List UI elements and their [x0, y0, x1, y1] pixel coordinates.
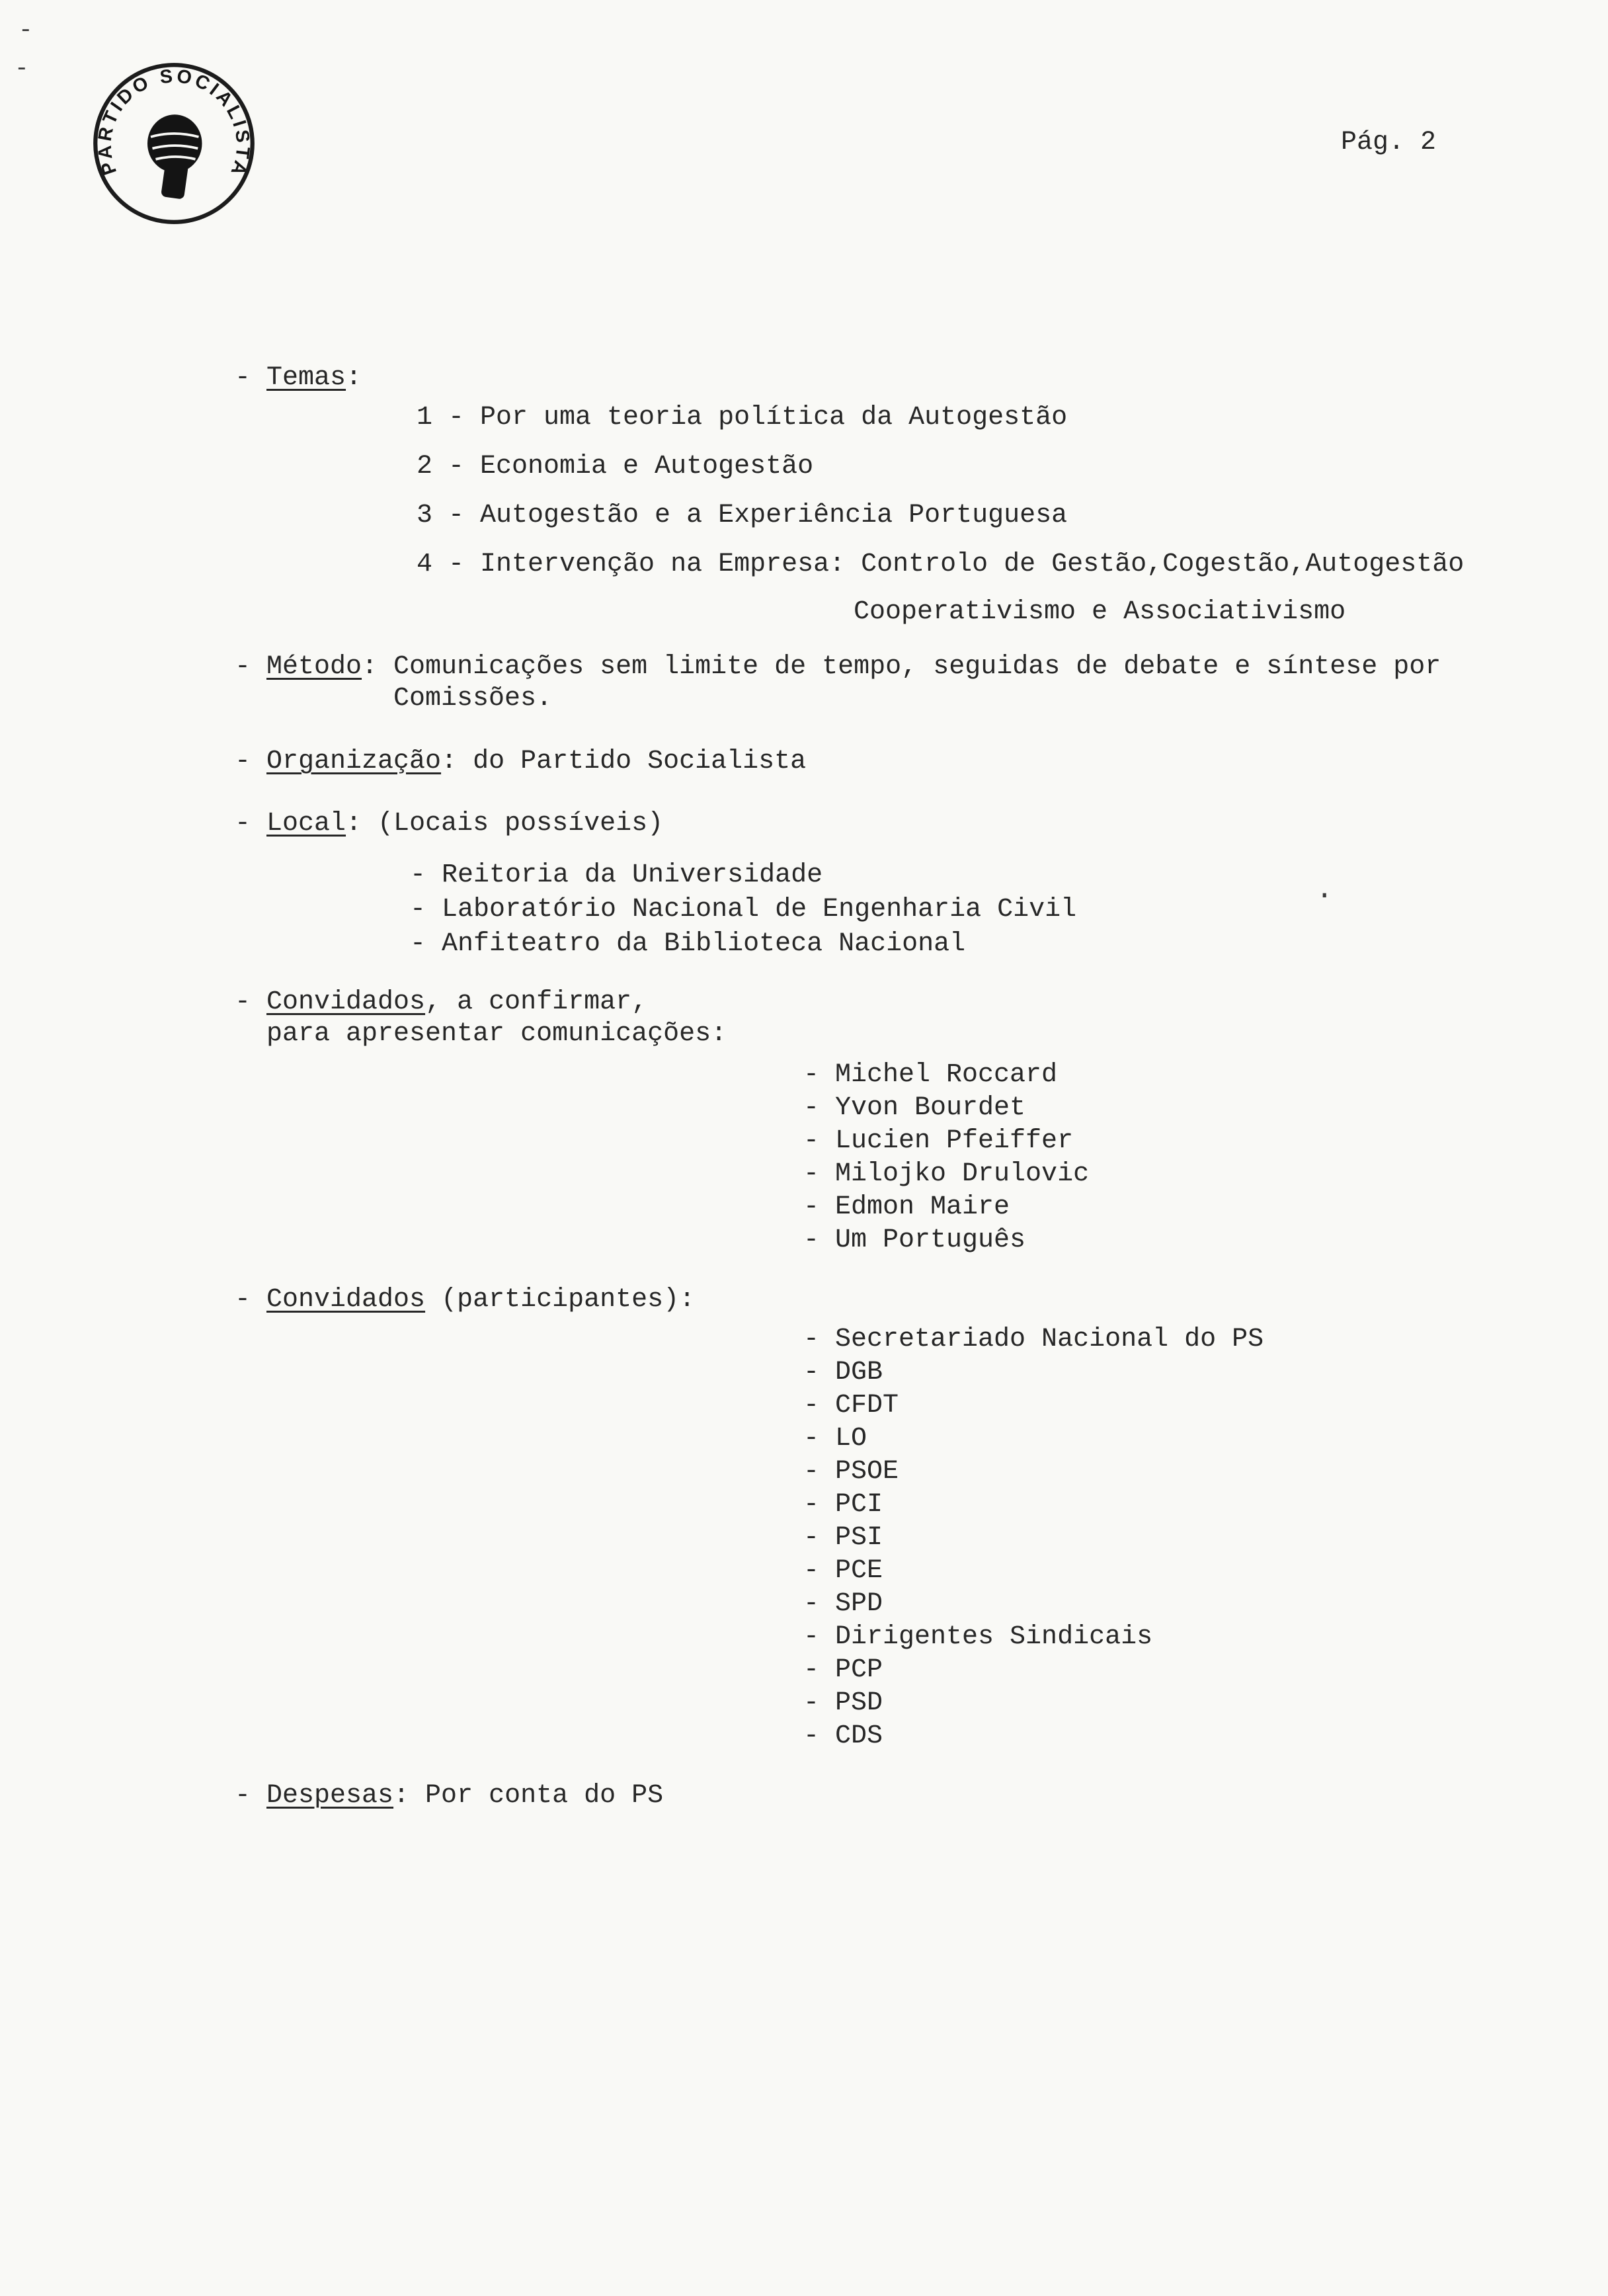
dash: -: [235, 363, 267, 393]
section-label: Temas: [266, 363, 346, 393]
section-text: : Por conta do PS: [393, 1781, 664, 1811]
dash: -: [235, 809, 267, 839]
section-heading-metodo: [235, 651, 1550, 683]
section-local: [235, 808, 1550, 960]
section-convidados-participantes: [235, 1284, 1550, 1752]
temas-item: 4 - Intervenção na Empresa: Controlo de Gestão,Cogestão,Autogestão: [417, 550, 1465, 579]
convidados-confirmar-list: [235, 1059, 1550, 1256]
temas-item: 1 - Por uma teoria política da Autogestão: [417, 403, 1068, 432]
section-heading-temas: [235, 362, 1550, 394]
participant-item: - PSD: [803, 1688, 883, 1718]
section-heading-local: [235, 808, 1550, 840]
scan-mark: .: [1316, 874, 1334, 907]
section-label: Convidados: [266, 987, 426, 1017]
section-label: Método: [266, 652, 362, 682]
local-list: [235, 860, 1550, 960]
section-heading-despesas: [235, 1780, 1550, 1812]
participant-item: - CDS: [803, 1721, 883, 1751]
participant-item: - SPD: [803, 1589, 883, 1619]
section-label: Despesas: [266, 1781, 394, 1811]
section-despesas: [235, 1780, 1550, 1812]
guest-item: - Um Português: [803, 1225, 1026, 1255]
participant-item: - Secretariado Nacional do PS: [803, 1325, 1264, 1354]
dash: -: [235, 652, 267, 682]
logo-stamp: [91, 61, 257, 226]
section-text: : do Partido Socialista: [441, 747, 807, 776]
dash: -: [235, 1285, 267, 1315]
guest-item: - Edmon Maire: [803, 1192, 1010, 1222]
section-temas: [235, 362, 1550, 628]
section-organizacao: [235, 746, 1550, 778]
section-heading-organizacao: [235, 746, 1550, 778]
fist-icon: [147, 114, 202, 199]
dash: -: [235, 747, 267, 776]
local-item: - Laboratório Nacional de Engenharia Civil: [410, 895, 1077, 924]
section-text: , a confirmar,: [425, 987, 648, 1017]
section-heading-convidados-confirmar: [235, 987, 1550, 1018]
partido-socialista-logo: [91, 61, 257, 226]
section-text: : (Locais possíveis): [346, 809, 664, 839]
temas-item: 3 - Autogestão e a Experiência Portuguesa: [417, 501, 1068, 530]
logo-ring-text: PARTIDO SOCIALISTA: [94, 65, 254, 181]
participant-item: - DGB: [803, 1358, 883, 1387]
participant-item: - Dirigentes Sindicais: [803, 1622, 1153, 1652]
convidados-confirmar-subline: para apresentar comunicações:: [266, 1019, 727, 1049]
section-heading-convidados-participantes: [235, 1284, 1550, 1316]
dash: -: [235, 1781, 267, 1811]
section-metodo: [235, 651, 1550, 715]
participant-item: - LO: [803, 1424, 867, 1454]
participant-item: - PSOE: [803, 1457, 899, 1487]
participant-item: - PCI: [803, 1490, 883, 1520]
section-text: (participantes):: [425, 1285, 696, 1315]
section-label: Convidados: [266, 1285, 426, 1315]
scan-mark: -: [15, 55, 29, 82]
guest-item: - Lucien Pfeiffer: [803, 1126, 1074, 1156]
participant-item: - PSI: [803, 1523, 883, 1553]
metodo-continuation: Comissões.: [393, 684, 553, 714]
participant-item: - CFDT: [803, 1391, 899, 1420]
guest-item: - Milojko Drulovic: [803, 1159, 1090, 1189]
section-label: Local: [266, 809, 346, 839]
participant-item: - PCP: [803, 1655, 883, 1685]
local-item: - Reitoria da Universidade: [410, 860, 823, 890]
section-suffix: :: [346, 363, 362, 393]
temas-item: 2 - Economia e Autogestão: [417, 452, 814, 481]
scan-mark: -: [19, 17, 33, 44]
document-body: [235, 362, 1550, 1812]
participant-item: - PCE: [803, 1556, 883, 1586]
convidados-participantes-list: [235, 1324, 1550, 1752]
guest-item: - Michel Roccard: [803, 1060, 1058, 1090]
temas-list: [235, 402, 1550, 581]
page-number: Pág. 2: [1341, 128, 1437, 157]
section-convidados-confirmar: [235, 987, 1550, 1256]
section-label: Organização: [266, 747, 442, 776]
temas-item4-continuation: Cooperativismo e Associativismo: [854, 597, 1346, 627]
dash: -: [235, 987, 267, 1017]
local-item: - Anfiteatro da Biblioteca Nacional: [410, 929, 966, 959]
section-text: : Comunicações sem limite de tempo, seguidas de debate e síntese por: [362, 652, 1441, 682]
guest-item: - Yvon Bourdet: [803, 1093, 1026, 1123]
